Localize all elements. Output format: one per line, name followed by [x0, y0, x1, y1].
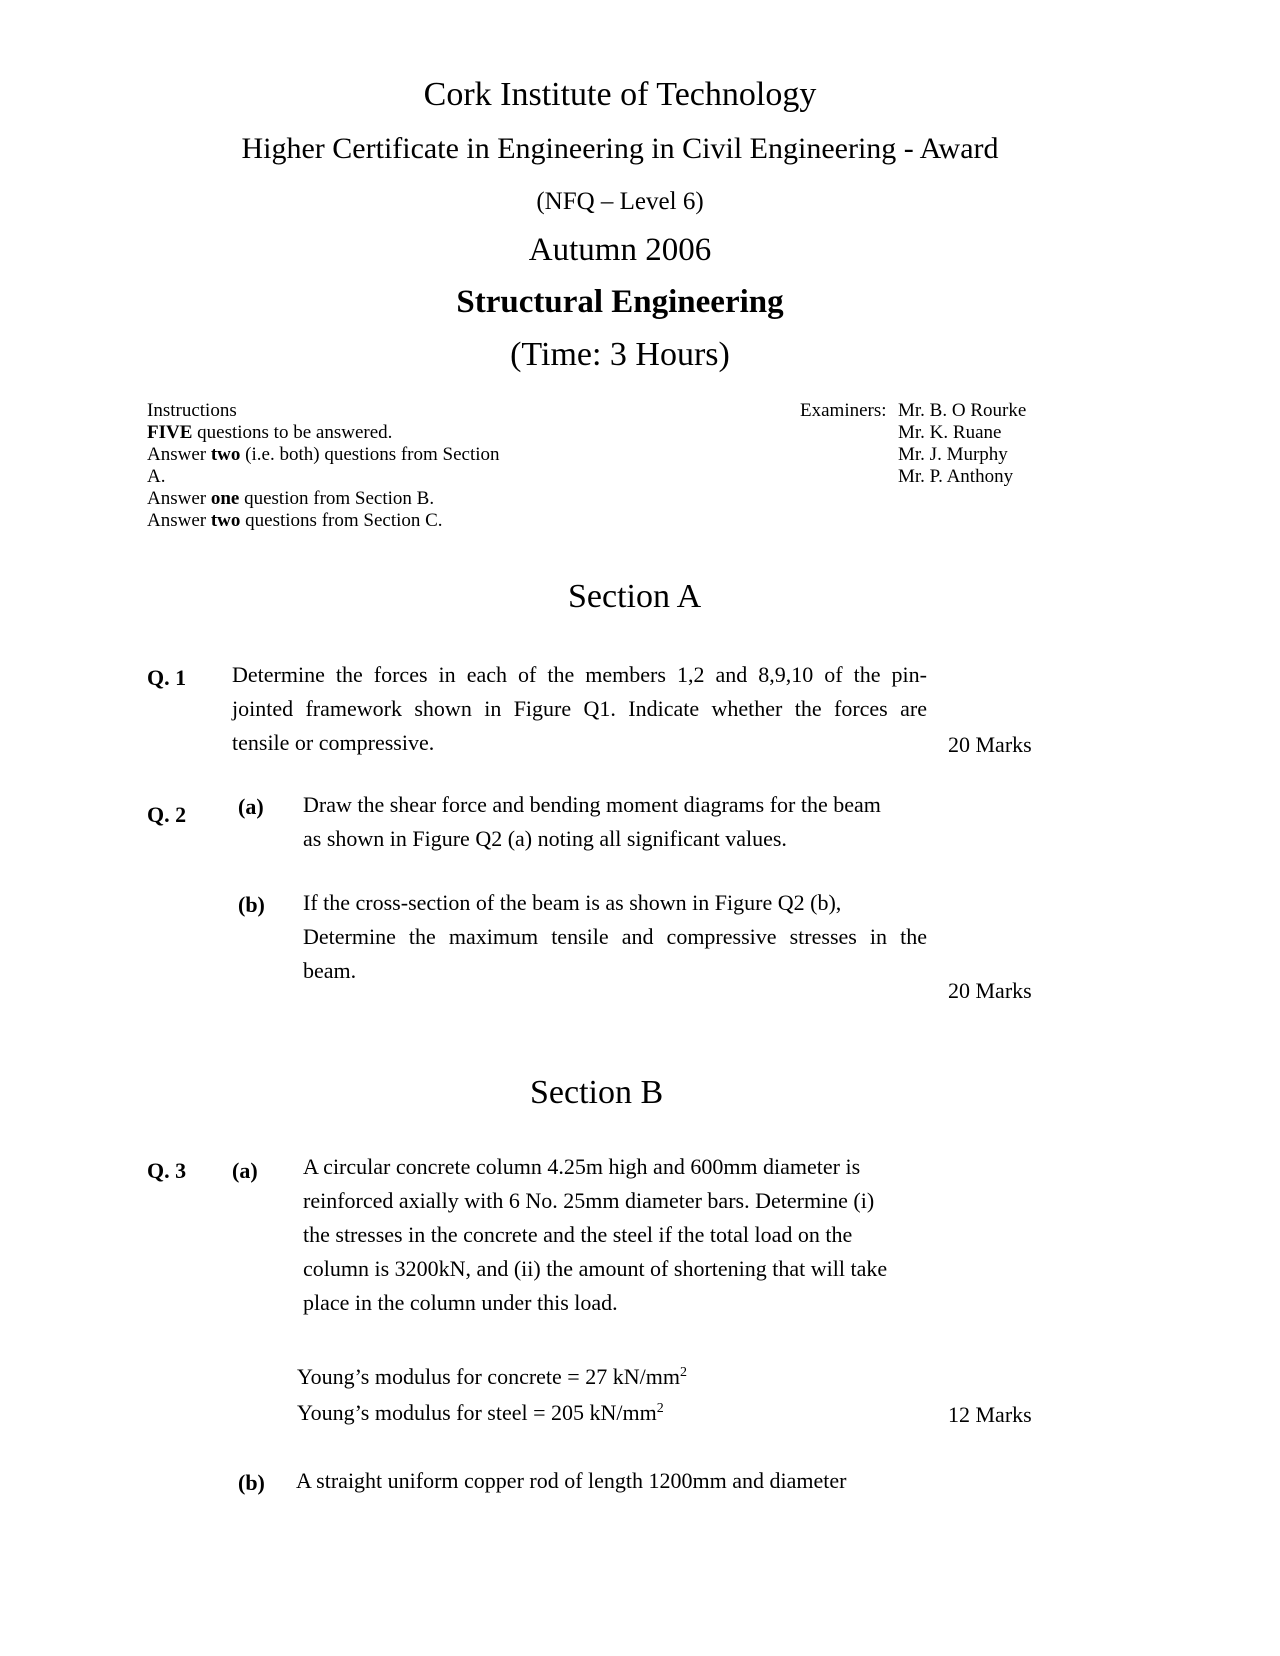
q3a-label: (a): [232, 1158, 258, 1183]
q1-marks: 20 Marks: [948, 732, 1032, 757]
q2-marks: 20 Marks: [948, 978, 1032, 1003]
programme-title: Higher Certificate in Engineering in Civil Engineering - Award: [241, 132, 999, 165]
q3b-label: (b): [238, 1470, 265, 1495]
q2a-label: (a): [238, 794, 264, 819]
examiner-name: Mr. P. Anthony: [898, 466, 1014, 487]
instructions-line: Answer two questions from Section C.: [147, 510, 443, 531]
instructions-line: Answer one question from Section B.: [147, 488, 435, 509]
modulus-concrete: Young’s modulus for concrete = 27 $kN/mm^2$: [297, 1364, 687, 1389]
examiner-name: Mr. B. O Rourke: [898, 400, 1027, 421]
examiners-label: Examiners:: [800, 400, 887, 421]
q3b-text: A straight uniform copper rod of length 1200mm and diameter: [296, 1468, 847, 1493]
section-a-title: Section A: [568, 578, 702, 615]
instructions-line: A.: [147, 466, 166, 487]
q1-text: Determine the forces in each of the members 1,2 and 8,9,10 of the pin- jointed framework shown in Figure Q1. Indicate whether the forces are: [232, 662, 927, 721]
q3a-text: A circular concrete column 4.25m high and 600mm diameter is reinforced axially with 6 No. 25mm diameter bars. Determine (i) the stresses in the concrete and the steel if the total load on the column is 3200kN, and (ii) the amount of shortening that will take place in the column under this load.: [303, 1154, 888, 1315]
duration-text: (Time: 3 Hours): [510, 336, 730, 373]
q2b-text-line3: beam.: [303, 958, 357, 983]
session-text: Autumn 2006: [528, 232, 712, 268]
instructions-block: [147, 400, 500, 532]
examiners-list: [898, 400, 1026, 488]
examiner-name: Mr. K. Ruane: [898, 422, 1002, 443]
q2b-label: (b): [238, 892, 265, 917]
q2a-text: Draw the shear force and bending moment diagrams for the beam as shown in Figure Q2 (a) noting all significant values.: [303, 792, 881, 851]
institution-title: Cork Institute of Technology: [423, 76, 817, 113]
q3-number: Q. 3: [147, 1158, 187, 1183]
examiner-name: Mr. J. Murphy: [898, 444, 1008, 465]
instructions-line: FIVE questions to be answered.: [147, 422, 393, 443]
modulus-steel: Young’s modulus for steel = 205 $kN/mm^2$: [297, 1400, 664, 1425]
instructions-title: Instructions: [147, 400, 237, 421]
q1-text-last: tensile or compressive.: [232, 730, 435, 755]
section-b-title: Section B: [530, 1074, 664, 1111]
q1-number: Q. 1: [147, 665, 187, 690]
q3a-marks: 12 Marks: [948, 1402, 1032, 1427]
instructions-line: Answer two (i.e. both) questions from Section: [147, 444, 500, 465]
q2-number: Q. 2: [147, 802, 187, 827]
level-text: (NFQ – Level 6): [536, 188, 704, 215]
subject-title: Structural Engineering: [456, 284, 784, 320]
q2b-text-line1: If the cross-section of the beam is as shown in Figure Q2 (b),: [303, 890, 842, 915]
q2b-text-line2: Determine the maximum tensile and compressive stresses in the: [303, 924, 927, 949]
